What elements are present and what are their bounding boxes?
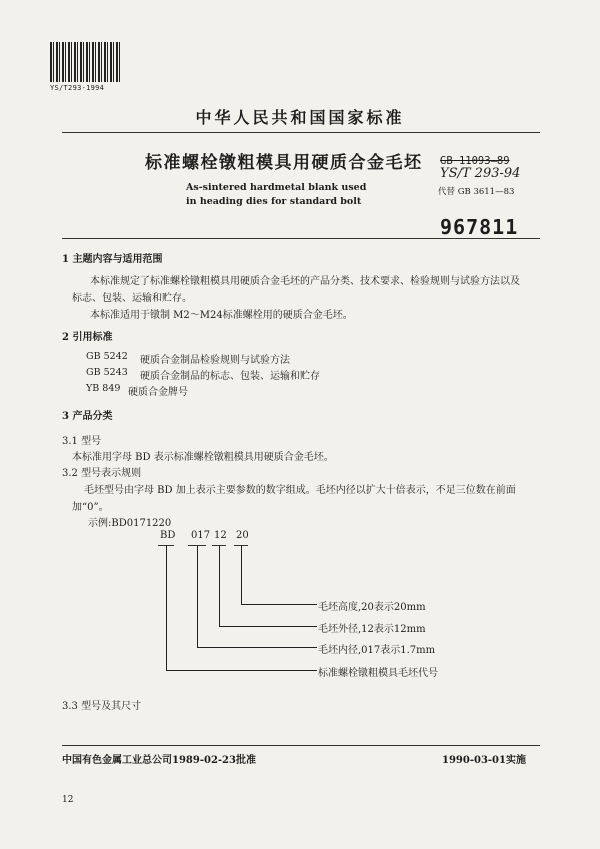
label-height: 毛坯高度,20表示20mm [318, 602, 426, 613]
english-title-line2: in heading dies for standard bolt [186, 196, 362, 207]
standard-type: 中华人民共和国国家标准 [195, 108, 405, 127]
section-3-1-text: 本标准用字母 BD 表示标准螺栓镦粗模具用硬质合金毛坯。 [72, 452, 334, 463]
label-code: 标准螺栓镦粗模具毛坯代号 [318, 668, 438, 679]
section-2-heading: 2 引用标准 [62, 332, 113, 343]
english-title-line1: As-sintered hardmetal blank used [186, 182, 367, 193]
new-standard-code: YS/T 293-94 [440, 166, 521, 181]
section-3-2-heading: 3.2 型号表示规则 [62, 468, 142, 479]
diagram-connector-height [241, 546, 317, 605]
effective-date: 1990-03-01实施 [442, 755, 526, 766]
section-3-3-heading: 3.3 型号及其尺寸 [62, 701, 142, 712]
page-number: 12 [62, 795, 74, 805]
old-standard-code: GB 11093—89 [440, 155, 510, 167]
section-3-2-line1: 毛坯型号由字母 BD 加上表示主要参数的数字组成。毛坯内径以扩大十倍表示，不足三位数在前面 [84, 485, 516, 496]
section-3-1-heading: 3.1 型号 [62, 436, 102, 447]
ref-code: YB 849 [86, 383, 121, 394]
label-outer-diameter: 毛坯外径,12表示12mm [318, 624, 426, 635]
replaces-note: 代替 GB 3611—83 [438, 187, 515, 197]
barcode [50, 42, 122, 82]
section-1-para2: 本标准适用于镦制 M2～M24标准螺栓用的硬质合金毛坯。 [90, 310, 353, 321]
section-1-para1-line2: 标志、包装、运输和贮存。 [72, 293, 192, 304]
approval-note: 中国有色金属工业总公司1989-02-23批准 [62, 755, 256, 766]
diagram-code-outer: 12 [214, 530, 227, 541]
stamp-number: 967811 [440, 215, 519, 239]
ref-title: 硬质合金制品检验规则与试验方法 [140, 355, 290, 366]
example-code: 示例:BD0171220 [88, 518, 172, 529]
diagram-code-height: 20 [236, 530, 249, 541]
title-divider [62, 238, 540, 239]
ref-title: 硬质合金制品的标志、包装、运输和贮存 [140, 371, 320, 382]
section-1-para1-line1: 本标准规定了标准螺栓镦粗模具用硬质合金毛坯的产品分类、技术要求、检验规则与试验方法以及 [90, 276, 520, 287]
label-inner-diameter: 毛坯内径,017表示1.7mm [318, 645, 436, 656]
ref-code: GB 5242 [86, 351, 128, 362]
section-3-heading: 3 产品分类 [62, 411, 113, 422]
section-1-heading: 1 主题内容与适用范围 [62, 254, 163, 265]
ref-title: 硬质合金牌号 [128, 387, 188, 398]
section-3-2-line2: 加“0”。 [72, 502, 109, 513]
barcode-label: YS/T293-1994 [50, 84, 105, 92]
diagram-code-bd: BD [160, 530, 176, 541]
document-title: 标准螺栓镦粗模具用硬质合金毛坯 [145, 153, 423, 173]
diagram-code-inner: 017 [191, 530, 211, 541]
footer-divider [62, 745, 540, 746]
header-divider [62, 132, 540, 133]
ref-code: GB 5243 [86, 367, 128, 378]
